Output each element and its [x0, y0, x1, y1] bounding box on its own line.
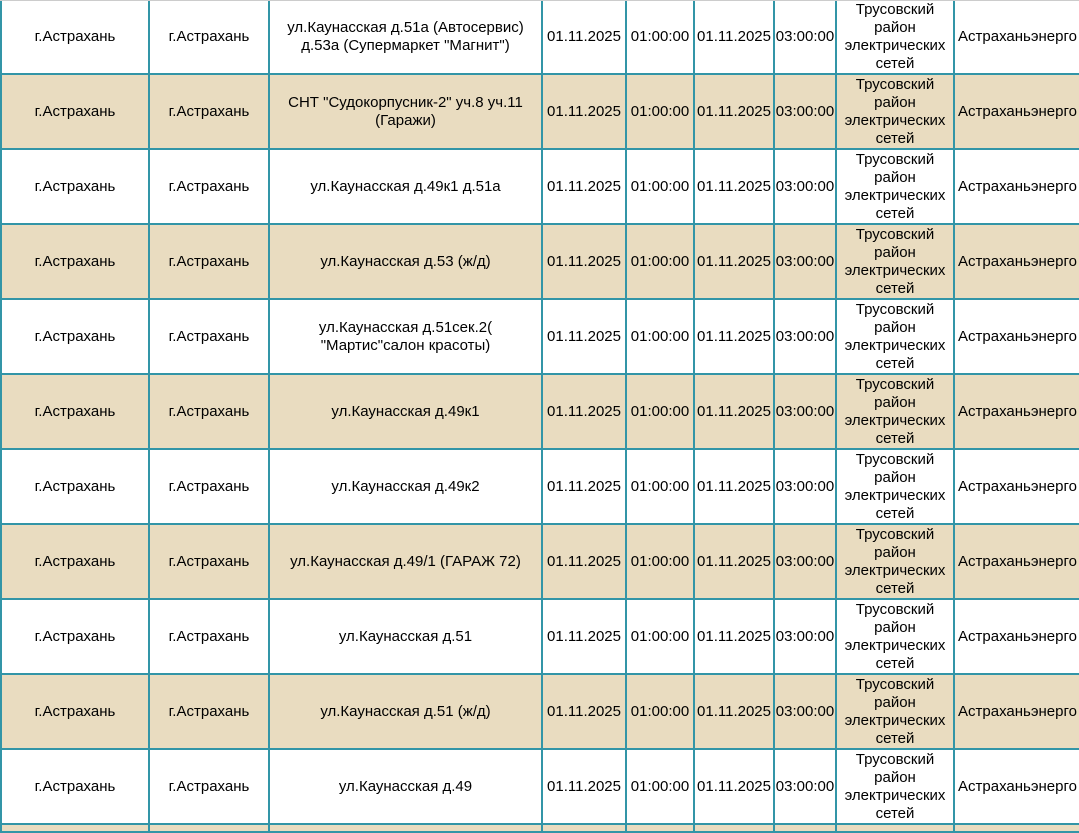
cell-off_time: 01:00:00	[626, 524, 694, 599]
cell-settlement: г.Астрахань	[149, 674, 269, 749]
cell-off_date: 01.11.2025	[542, 749, 626, 824]
cell-off_time: 01:00:00	[626, 374, 694, 449]
cell-city: г.Астрахань	[1, 299, 149, 374]
cell-off_time: 01:00:00	[626, 74, 694, 149]
cell-off_date: 01.11.2025	[542, 449, 626, 524]
cell-city: г.Астрахань	[1, 599, 149, 674]
cell-settlement: г.Астрахань	[149, 749, 269, 824]
cell-on_date: 01.11.2025	[694, 524, 774, 599]
cell-address-partial	[269, 824, 542, 832]
table-row	[1, 524, 1079, 599]
cell-on_time: 03:00:00	[774, 374, 836, 449]
cell-organization-partial	[954, 824, 1079, 832]
cell-on_time-partial	[774, 824, 836, 832]
table-row	[1, 749, 1079, 824]
cell-settlement: г.Астрахань	[149, 524, 269, 599]
cell-off_date: 01.11.2025	[542, 74, 626, 149]
table-row	[1, 374, 1079, 449]
cell-on_date: 01.11.2025	[694, 224, 774, 299]
cell-district-partial	[836, 824, 954, 832]
cell-on_time: 03:00:00	[774, 299, 836, 374]
cell-off_date: 01.11.2025	[542, 224, 626, 299]
cell-address: ул.Каунасская д.51	[269, 599, 542, 674]
cell-settlement: г.Астрахань	[149, 1, 269, 74]
cell-on_time: 03:00:00	[774, 524, 836, 599]
cell-on_date: 01.11.2025	[694, 149, 774, 224]
cell-settlement: г.Астрахань	[149, 224, 269, 299]
cell-city: г.Астрахань	[1, 374, 149, 449]
cell-city: г.Астрахань	[1, 224, 149, 299]
cell-on_date-partial	[694, 824, 774, 832]
cell-city-partial	[1, 824, 149, 832]
cell-address: ул.Каунасская д.49к1 д.51а	[269, 149, 542, 224]
cell-address: ул.Каунасская д.49/1 (ГАРАЖ 72)	[269, 524, 542, 599]
cell-city: г.Астрахань	[1, 449, 149, 524]
cell-on_date: 01.11.2025	[694, 1, 774, 74]
cell-district: Трусовский район электрических сетей	[836, 1, 954, 74]
table-row	[1, 74, 1079, 149]
cell-on_time: 03:00:00	[774, 149, 836, 224]
cell-city: г.Астрахань	[1, 524, 149, 599]
cell-district: Трусовский район электрических сетей	[836, 149, 954, 224]
cell-off_date: 01.11.2025	[542, 149, 626, 224]
cell-off_date: 01.11.2025	[542, 599, 626, 674]
cell-off_time: 01:00:00	[626, 749, 694, 824]
cell-organization: Астраханьэнерго	[954, 374, 1079, 449]
cell-on_time: 03:00:00	[774, 749, 836, 824]
cell-city: г.Астрахань	[1, 74, 149, 149]
cell-district: Трусовский район электрических сетей	[836, 749, 954, 824]
table-row-partial	[1, 824, 1079, 832]
cell-off_time: 01:00:00	[626, 449, 694, 524]
cell-district: Трусовский район электрических сетей	[836, 74, 954, 149]
cell-off_time: 01:00:00	[626, 674, 694, 749]
cell-address: ул.Каунасская д.49	[269, 749, 542, 824]
cell-organization: Астраханьэнерго	[954, 224, 1079, 299]
cell-on_date: 01.11.2025	[694, 374, 774, 449]
cell-district: Трусовский район электрических сетей	[836, 674, 954, 749]
table-row	[1, 449, 1079, 524]
cell-organization: Астраханьэнерго	[954, 149, 1079, 224]
cell-settlement: г.Астрахань	[149, 74, 269, 149]
cell-on_date: 01.11.2025	[694, 749, 774, 824]
cell-settlement-partial	[149, 824, 269, 832]
table-row	[1, 299, 1079, 374]
cell-off_time: 01:00:00	[626, 599, 694, 674]
cell-organization: Астраханьэнерго	[954, 524, 1079, 599]
cell-off_date: 01.11.2025	[542, 374, 626, 449]
cell-on_time: 03:00:00	[774, 1, 836, 74]
cell-settlement: г.Астрахань	[149, 299, 269, 374]
cell-address: ул.Каунасская д.51 (ж/д)	[269, 674, 542, 749]
cell-district: Трусовский район электрических сетей	[836, 449, 954, 524]
cell-on_date: 01.11.2025	[694, 449, 774, 524]
cell-settlement: г.Астрахань	[149, 599, 269, 674]
table-row	[1, 1, 1079, 74]
cell-on_time: 03:00:00	[774, 674, 836, 749]
cell-organization: Астраханьэнерго	[954, 449, 1079, 524]
cell-organization: Астраханьэнерго	[954, 1, 1079, 74]
outage-schedule-table	[0, 1, 1079, 833]
cell-settlement: г.Астрахань	[149, 374, 269, 449]
cell-city: г.Астрахань	[1, 749, 149, 824]
cell-off_date: 01.11.2025	[542, 299, 626, 374]
cell-on_date: 01.11.2025	[694, 599, 774, 674]
cell-organization: Астраханьэнерго	[954, 299, 1079, 374]
cell-on_time: 03:00:00	[774, 224, 836, 299]
cell-city: г.Астрахань	[1, 1, 149, 74]
cell-city: г.Астрахань	[1, 149, 149, 224]
cell-address: ул.Каунасская д.53 (ж/д)	[269, 224, 542, 299]
cell-district: Трусовский район электрических сетей	[836, 599, 954, 674]
cell-off_time: 01:00:00	[626, 1, 694, 74]
cell-off_time: 01:00:00	[626, 224, 694, 299]
cell-organization: Астраханьэнерго	[954, 599, 1079, 674]
cell-on_date: 01.11.2025	[694, 74, 774, 149]
cell-organization: Астраханьэнерго	[954, 74, 1079, 149]
cell-organization: Астраханьэнерго	[954, 674, 1079, 749]
cell-on_time: 03:00:00	[774, 74, 836, 149]
cell-address: ул.Каунасская д.51сек.2( "Мартис"салон красоты)	[269, 299, 542, 374]
cell-district: Трусовский район электрических сетей	[836, 524, 954, 599]
cell-on_date: 01.11.2025	[694, 299, 774, 374]
cell-off_date: 01.11.2025	[542, 524, 626, 599]
cell-organization: Астраханьэнерго	[954, 749, 1079, 824]
cell-off_date-partial	[542, 824, 626, 832]
cell-district: Трусовский район электрических сетей	[836, 374, 954, 449]
table-row	[1, 599, 1079, 674]
cell-off_time: 01:00:00	[626, 299, 694, 374]
cell-settlement: г.Астрахань	[149, 449, 269, 524]
cell-off_time-partial	[626, 824, 694, 832]
cell-off_date: 01.11.2025	[542, 674, 626, 749]
cell-on_time: 03:00:00	[774, 599, 836, 674]
cell-on_date: 01.11.2025	[694, 674, 774, 749]
cell-district: Трусовский район электрических сетей	[836, 299, 954, 374]
cell-district: Трусовский район электрических сетей	[836, 224, 954, 299]
cell-address: ул.Каунасская д.49к1	[269, 374, 542, 449]
table-row	[1, 674, 1079, 749]
table-row	[1, 224, 1079, 299]
cell-address: ул.Каунасская д.49к2	[269, 449, 542, 524]
table-row	[1, 149, 1079, 224]
cell-city: г.Астрахань	[1, 674, 149, 749]
cell-off_date: 01.11.2025	[542, 1, 626, 74]
cell-off_time: 01:00:00	[626, 149, 694, 224]
cell-on_time: 03:00:00	[774, 449, 836, 524]
cell-address: СНТ "Судокорпусник-2" уч.8 уч.11 (Гаражи)	[269, 74, 542, 149]
cell-address: ул.Каунасская д.51а (Автосервис) д.53а (Супермаркет "Магнит")	[269, 1, 542, 74]
table-body	[1, 1, 1079, 832]
cell-settlement: г.Астрахань	[149, 149, 269, 224]
